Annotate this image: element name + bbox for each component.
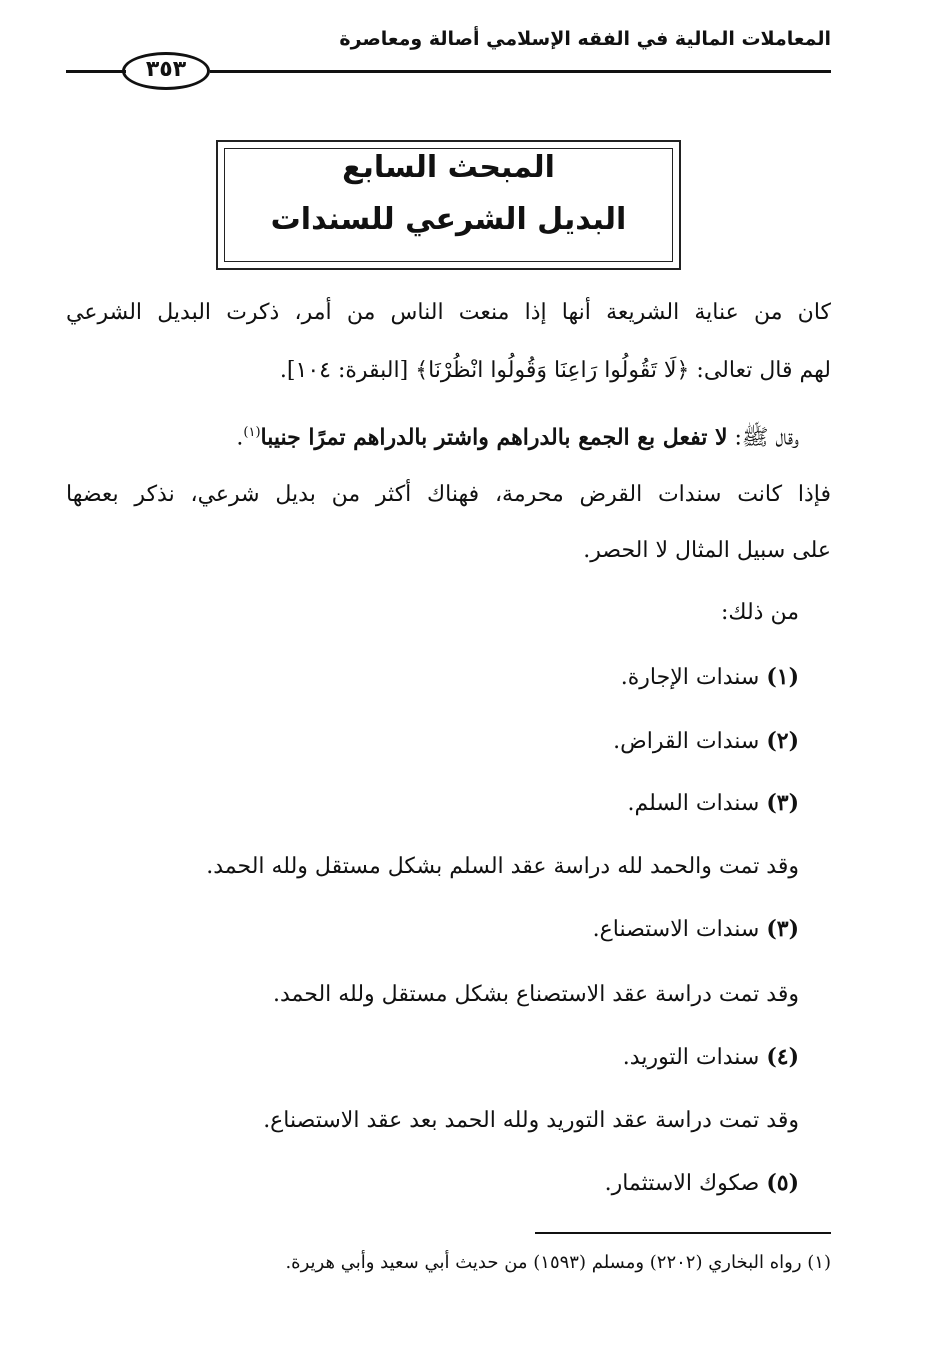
list-item-text: سندات الاستصناع. (592, 917, 767, 942)
paragraph-line (280, 356, 831, 386)
verse-citation: [البقرة: ١٠٤]. (279, 358, 416, 383)
footnote-separator (535, 1232, 831, 1234)
list-note: وقد تمت والحمد لله دراسة عقد السلم بشكل مستقل ولله الحمد. (206, 854, 799, 879)
list-item-number: (٢) (766, 728, 799, 754)
page-number: ٣٥٣ (122, 52, 210, 90)
list-item (628, 788, 799, 819)
paragraph-text: لهم قال تعالى: (689, 358, 831, 383)
paragraph-line: كان من عناية الشريعة أنها إذا منعت الناس من أمر، ذكرت البديل الشرعي (66, 300, 831, 325)
footnote: (١) رواه البخاري (٢٢٠٢) ومسلم (١٥٩٣) من حديث أبي سعيد وأبي هريرة. (285, 1252, 831, 1273)
footnote-reference: (١) (243, 425, 261, 440)
list-item-number: (١) (766, 664, 799, 690)
list-item (613, 726, 799, 757)
list-item-number: (٥) (766, 1170, 799, 1196)
list-item (623, 1042, 799, 1073)
hadith-text: لا تفعل بع الجمع بالدراهم واشتر بالدراهم تمرًا جنيبا (260, 424, 728, 451)
header-rule (66, 70, 126, 73)
paragraph-line (236, 418, 799, 453)
list-note: وقد تمت دراسة عقد الاستصناع بشكل مستقل ولله الحمد. (272, 982, 799, 1007)
list-item-text: صكوك الاستثمار. (604, 1171, 767, 1196)
section-title-frame (216, 140, 681, 270)
list-item (621, 662, 799, 693)
paragraph-line: على سبيل المثال لا الحصر. (583, 538, 831, 563)
list-note: وقد تمت دراسة عقد التوريد ولله الحمد بعد عقد الاستصناع. (263, 1108, 799, 1133)
list-item-text: سندات الإجارة. (620, 665, 767, 690)
running-header-title: المعاملات المالية في الفقه الإسلامي أصالة ومعاصرة (339, 28, 831, 50)
quran-verse: ﴿لَا تَقُولُوا رَاعِنَا وَقُولُوا انْظُرْنَا﴾ (415, 358, 690, 383)
paragraph-text: . (236, 425, 244, 451)
list-item-text: سندات التوريد. (622, 1045, 767, 1070)
list-item (605, 1168, 799, 1199)
section-subtitle: البديل الشرعي للسندات (270, 202, 627, 237)
section-title: المبحث السابع (342, 150, 555, 185)
list-item-number: (٣) (766, 916, 799, 942)
paragraph-line: فإذا كانت سندات القرض محرمة، فهناك أكثر من بديل شرعي، نذكر بعضها (66, 482, 831, 507)
list-item-text: سندات السلم. (627, 791, 767, 816)
list-item-text: سندات القراض. (613, 729, 767, 754)
list-item (593, 914, 799, 945)
list-item-number: (٣) (766, 790, 799, 816)
header-rule (210, 70, 831, 73)
list-item-number: (٤) (766, 1044, 799, 1070)
list-intro: من ذلك: (721, 600, 799, 625)
paragraph-text: وقال ﷺ: (727, 425, 799, 451)
